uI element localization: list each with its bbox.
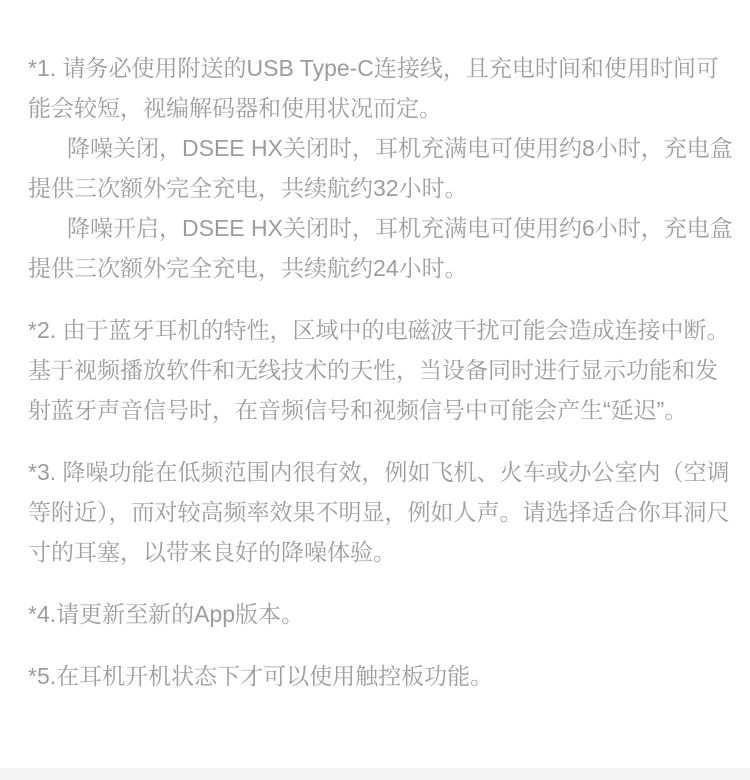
footnote-1-battery-anc-on: 降噪开启，DSEE HX关闭时，耳机充满电可使用约6小时，充电盒提供三次额外完全充电，共续航约24小时。 bbox=[28, 215, 733, 281]
footnote-2 bbox=[28, 310, 740, 430]
bottom-divider bbox=[0, 768, 750, 780]
footnote-4-text: *4.请更新至新的App版本。 bbox=[28, 601, 305, 627]
footnote-1-text: *1. 请务必使用附送的USB Type-C连接线，且充电时间和使用时间可能会较短，视编解码器和使用状况而定。 bbox=[28, 55, 719, 121]
footnote-1-battery-anc-off: 降噪关闭，DSEE HX关闭时，耳机充满电可使用约8小时，充电盒提供三次额外完全充电，共续航约32小时。 bbox=[28, 135, 733, 201]
footnote-5-text: *5.在耳机开机状态下才可以使用触控板功能。 bbox=[28, 663, 494, 689]
footnote-1 bbox=[28, 48, 740, 288]
footnote-5 bbox=[28, 656, 740, 696]
footnote-2-text: *2. 由于蓝牙耳机的特性，区域中的电磁波干扰可能会造成连接中断。基于视频播放软件和无线技术的天性，当设备同时进行显示功能和发射蓝牙声音信号时，在音频信号和视频信号中可能会产生“延迟”。 bbox=[28, 317, 730, 423]
footnote-3-text: *3. 降噪功能在低频范围内很有效，例如飞机、火车或办公室内（空调等附近），而对较高频率效果不明显，例如人声。请选择适合你耳洞尺寸的耳塞，以带来良好的降噪体验。 bbox=[28, 459, 730, 565]
footnote-3 bbox=[28, 452, 740, 572]
footnote-4 bbox=[28, 594, 740, 634]
